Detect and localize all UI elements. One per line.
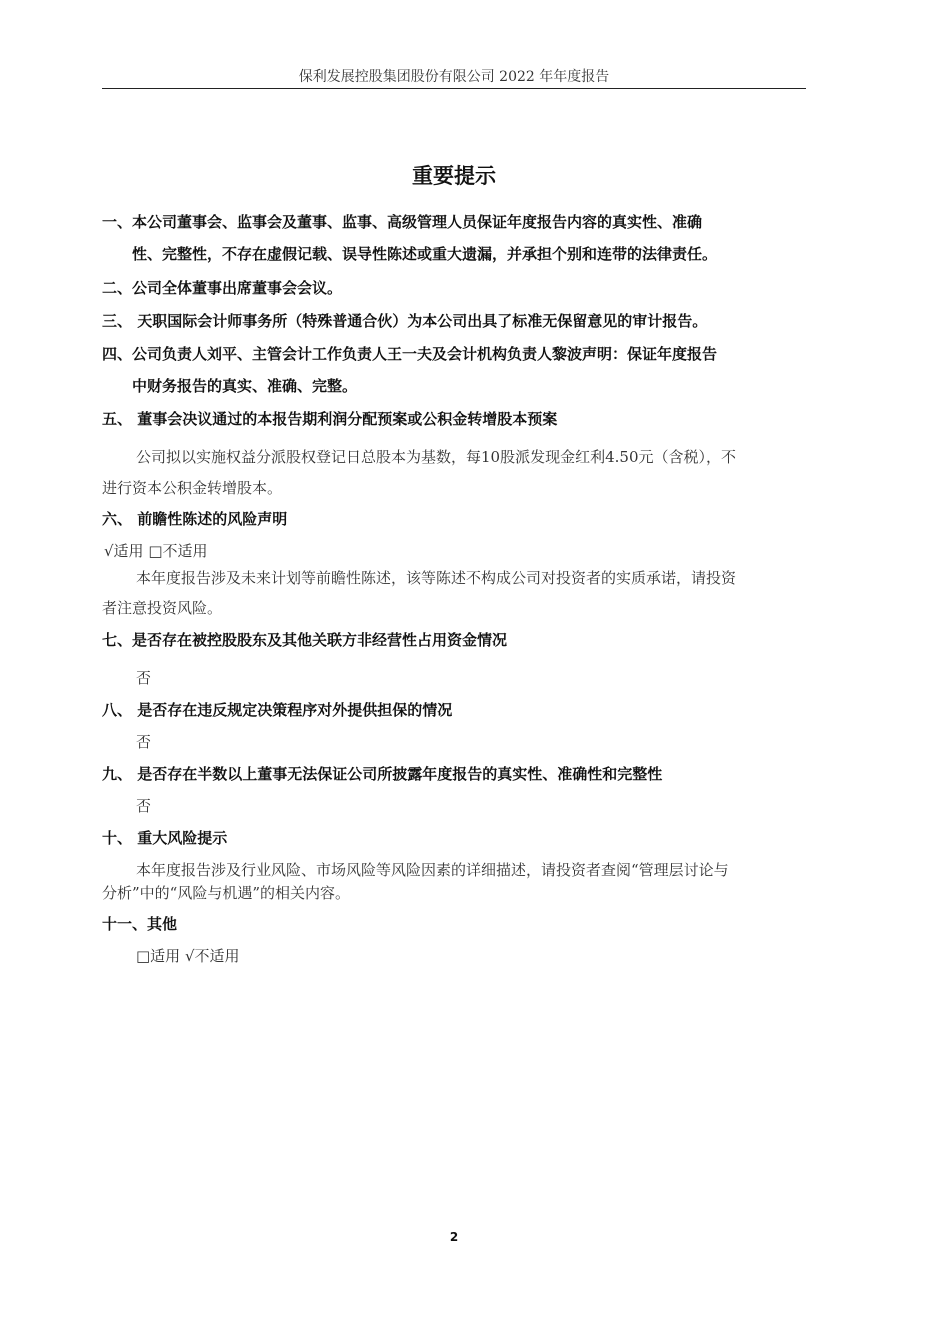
item-8-heading: 八、 是否存在违反规定决策程序对外提供担保的情况 bbox=[102, 701, 453, 719]
item-9-answer: 否 bbox=[136, 797, 152, 815]
item-7-answer: 否 bbox=[136, 669, 152, 687]
item-2: 二、公司全体董事出席董事会会议。 bbox=[102, 279, 343, 297]
item-4-line-2: 中财务报告的真实、准确、完整。 bbox=[132, 377, 358, 395]
item-6-heading: 六、 前瞻性陈述的风险声明 bbox=[102, 510, 288, 528]
item-8-answer: 否 bbox=[136, 733, 152, 751]
item-11-heading: 十一、其他 bbox=[102, 915, 178, 933]
item-7-heading: 七、是否存在被控股股东及其他关联方非经营性占用资金情况 bbox=[102, 631, 508, 649]
item-10-body-line-1: 本年度报告涉及行业风险、市场风险等风险因素的详细描述，请投资者查阅“管理层讨论与 bbox=[136, 861, 729, 879]
page-title: 重要提示 bbox=[412, 164, 496, 188]
item-3: 三、 天职国际会计师事务所（特殊普通合伙）为本公司出具了标准无保留意见的审计报告。 bbox=[102, 312, 708, 330]
item-11-applicability: □适用 √不适用 bbox=[136, 947, 240, 965]
item-5-body-line-1: 公司拟以实施权益分派股权登记日总股本为基数，每10股派发现金红利4.50元（含税），不 bbox=[136, 448, 736, 466]
item-6-body-line-1: 本年度报告涉及未来计划等前瞻性陈述，该等陈述不构成公司对投资者的实质承诺，请投资 bbox=[136, 569, 737, 587]
item-1-line-2: 性、完整性，不存在虚假记载、误导性陈述或重大遗漏，并承担个别和连带的法律责任。 bbox=[132, 245, 718, 263]
header-rule bbox=[102, 88, 806, 89]
item-6-applicability: √适用 □不适用 bbox=[104, 542, 208, 560]
item-1-line-1: 一、本公司董事会、监事会及董事、监事、高级管理人员保证年度报告内容的真实性、准确 bbox=[102, 213, 703, 231]
item-4-line-1: 四、公司负责人刘平、主管会计工作负责人王一夫及会计机构负责人黎波声明：保证年度报告 bbox=[102, 345, 718, 363]
item-5-heading: 五、 董事会决议通过的本报告期利润分配预案或公积金转增股本预案 bbox=[102, 410, 558, 428]
page-number: 2 bbox=[449, 1230, 459, 1244]
item-9-heading: 九、 是否存在半数以上董事无法保证公司所披露年度报告的真实性、准确性和完整性 bbox=[102, 765, 663, 783]
item-10-body-line-2: 分析”中的“风险与机遇”的相关内容。 bbox=[102, 884, 351, 902]
item-5-body-line-2: 进行资本公积金转增股本。 bbox=[102, 479, 283, 497]
item-10-heading: 十、 重大风险提示 bbox=[102, 829, 228, 847]
item-6-body-line-2: 者注意投资风险。 bbox=[102, 599, 223, 617]
running-header: 保利发展控股集团股份有限公司 2022 年年度报告 bbox=[298, 69, 610, 85]
